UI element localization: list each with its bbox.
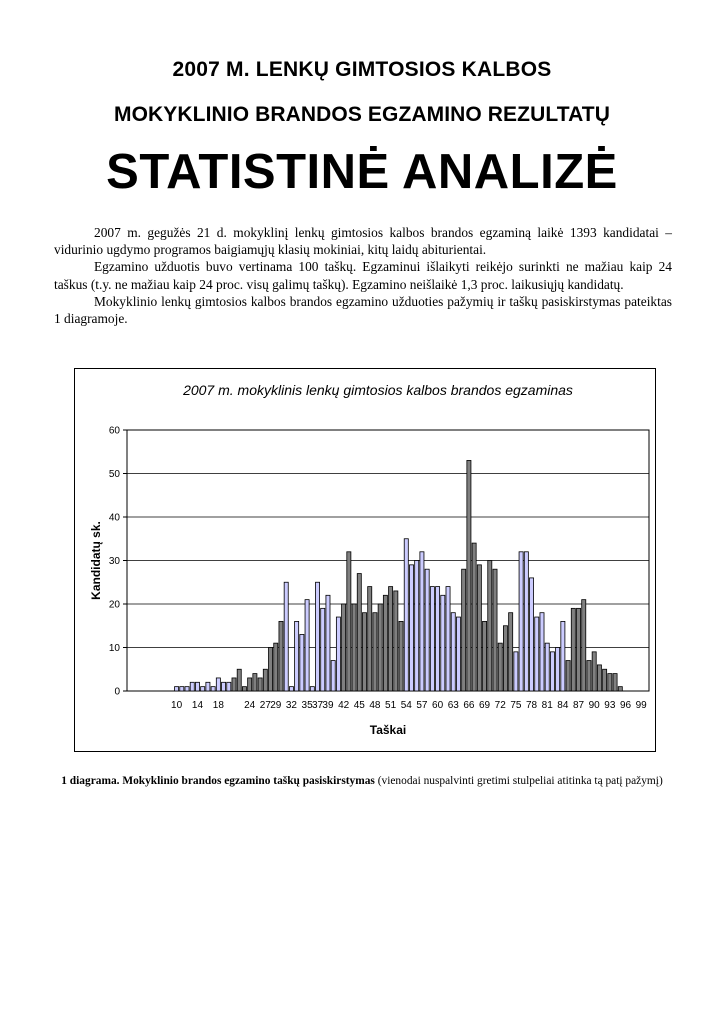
- bar-points-39: [326, 595, 330, 691]
- bar-points-38: [321, 608, 325, 691]
- caption-note: (vienodai nuspalvinti gretimi stulpeliai atitinka tą patį pažymį): [374, 775, 663, 787]
- bar-points-92: [603, 669, 607, 691]
- bar-points-93: [608, 674, 612, 691]
- bar-points-68: [477, 565, 481, 691]
- x-tick-label: 57: [416, 700, 428, 711]
- chart-frame: [74, 368, 656, 752]
- x-tick-label: 81: [541, 700, 553, 711]
- bar-points-80: [540, 613, 544, 691]
- paragraph-2: Egzamino užduotis buvo vertinama 100 taškų. Egzaminui išlaikyti reikėjo surinkti ne mažiau kaip 24 taškus (t.y. ne mažiau kaip 24 proc. visų galimų taškų). Egzamino neišlaikė 1,3 proc. laikusiųjų kandidatų.: [54, 259, 672, 292]
- bar-points-66: [467, 460, 471, 691]
- bar-points-22: [237, 669, 241, 691]
- x-tick-label: 72: [494, 700, 506, 711]
- bar-points-19: [222, 682, 226, 691]
- x-tick-label: 54: [400, 700, 412, 711]
- x-tick-label: 93: [604, 700, 616, 711]
- bar-points-23: [242, 687, 246, 691]
- x-tick-label: 45: [353, 700, 365, 711]
- score-distribution-chart: [75, 369, 657, 753]
- x-tick-label: 96: [619, 700, 632, 711]
- bar-points-46: [362, 613, 366, 691]
- bar-points-37: [315, 582, 319, 691]
- x-tick-label: 42: [338, 700, 350, 711]
- y-tick-label: 20: [108, 599, 120, 611]
- bar-points-36: [310, 687, 314, 691]
- bar-points-18: [216, 678, 220, 691]
- bar-points-63: [451, 613, 455, 691]
- bar-points-28: [269, 648, 273, 692]
- bar-points-45: [357, 574, 361, 691]
- x-tick-label: 24: [244, 700, 256, 711]
- bar-points-31: [284, 582, 288, 691]
- paragraph-3: Mokyklinio lenkų gimtosios kalbos brandos egzamino užduoties pažymių ir taškų pasiskirstymas pateiktas 1 diagramoje.: [54, 293, 672, 327]
- x-tick-label: 18: [212, 700, 224, 711]
- bar-points-56: [415, 561, 419, 692]
- bar-points-67: [472, 543, 476, 691]
- x-tick-label: 66: [463, 700, 475, 711]
- bar-points-78: [530, 578, 534, 691]
- x-tick-label: 51: [385, 700, 397, 711]
- bar-points-84: [561, 621, 565, 691]
- bar-points-90: [592, 652, 596, 691]
- bar-points-89: [587, 661, 591, 691]
- bar-points-77: [524, 552, 528, 691]
- x-tick-label: 39: [322, 700, 334, 711]
- bar-points-86: [571, 608, 575, 691]
- bar-points-30: [279, 621, 283, 691]
- bar-points-40: [331, 661, 335, 691]
- bar-points-74: [509, 613, 513, 691]
- bar-points-57: [420, 552, 424, 691]
- bar-points-48: [373, 613, 377, 691]
- bar-points-42: [342, 604, 346, 691]
- bar-points-88: [582, 600, 586, 691]
- bar-points-29: [274, 643, 278, 691]
- x-tick-label: 48: [369, 700, 381, 711]
- bar-points-79: [535, 617, 539, 691]
- intro-text: [54, 224, 672, 327]
- x-tick-label: 29: [270, 700, 282, 711]
- bar-points-85: [566, 661, 570, 691]
- paragraph-1: 2007 m. gegužės 21 d. mokyklinį lenkų gimtosios kalbos brandos egzaminą laikė 1393 kandidatai – vidurinio ugdymo programos baigiamųjų klasių mokiniai, kitų laidų abiturientai.: [54, 225, 672, 258]
- bar-points-15: [201, 687, 205, 691]
- bar-points-27: [263, 669, 267, 691]
- bar-points-32: [289, 687, 293, 691]
- chart-title: 2007 m. mokyklinis lenkų gimtosios kalbos brandos egzaminas: [183, 382, 573, 398]
- y-tick-label: 40: [108, 512, 120, 524]
- bar-points-62: [446, 587, 450, 691]
- bar-points-53: [399, 621, 403, 691]
- x-tick-label: 75: [510, 700, 522, 711]
- bar-points-75: [514, 652, 518, 691]
- bar-points-10: [175, 687, 179, 691]
- y-tick-label: 30: [108, 556, 120, 567]
- x-tick-label: 90: [588, 700, 600, 711]
- bar-points-70: [488, 561, 492, 692]
- bar-points-51: [389, 587, 393, 691]
- bar-points-83: [556, 648, 560, 692]
- bar-points-50: [383, 595, 387, 691]
- bar-points-47: [368, 587, 372, 691]
- bar-points-34: [300, 634, 304, 691]
- x-tick-label: 99: [635, 700, 647, 711]
- bar-points-17: [211, 687, 215, 691]
- bar-points-41: [336, 617, 340, 691]
- bar-points-14: [195, 682, 199, 691]
- bar-points-11: [180, 687, 184, 691]
- bar-points-59: [430, 587, 434, 691]
- bar-points-58: [425, 569, 429, 691]
- bar-points-21: [232, 678, 236, 691]
- bar-points-35: [305, 600, 309, 691]
- caption-bold: 1 diagrama. Mokyklinio brandos egzamino taškų pasiskirstymas: [61, 775, 375, 787]
- bar-points-82: [550, 652, 554, 691]
- bar-points-43: [347, 552, 351, 691]
- bar-points-25: [253, 674, 257, 691]
- bar-points-44: [352, 604, 356, 691]
- bar-points-69: [483, 621, 487, 691]
- bar-points-65: [462, 569, 466, 691]
- x-axis-label: Taškai: [369, 723, 407, 737]
- figure-caption: [0, 775, 724, 787]
- bar-points-33: [295, 621, 299, 691]
- x-tick-label: 78: [525, 700, 538, 711]
- bar-points-87: [576, 608, 580, 691]
- bar-points-49: [378, 604, 382, 691]
- x-tick-label: 10: [171, 700, 183, 711]
- page-title: STATISTINĖ ANALIZĖ: [106, 145, 618, 199]
- x-tick-label: 32: [285, 700, 297, 711]
- x-tick-label: 87: [572, 700, 585, 711]
- bar-points-26: [258, 678, 262, 691]
- bar-points-60: [436, 587, 440, 691]
- bar-points-24: [248, 678, 252, 691]
- y-tick-label: 10: [108, 643, 120, 654]
- bar-points-13: [190, 682, 194, 691]
- y-tick-label: 60: [108, 425, 120, 437]
- bar-points-12: [185, 687, 189, 691]
- heading-line-2: MOKYKLINIO BRANDOS EGZAMINO REZULTATŲ: [114, 103, 610, 126]
- bar-points-91: [597, 665, 601, 691]
- bar-points-55: [409, 565, 413, 691]
- heading-line-1: 2007 M. LENKŲ GIMTOSIOS KALBOS: [172, 58, 552, 81]
- y-tick-label: 50: [108, 469, 120, 480]
- x-tick-label: 35: [301, 700, 313, 711]
- y-axis-label: Kandidatų sk.: [89, 521, 103, 600]
- bar-points-61: [441, 595, 445, 691]
- x-tick-label: 14: [191, 700, 204, 711]
- bar-points-76: [519, 552, 523, 691]
- x-tick-label: 84: [557, 700, 569, 711]
- bar-points-71: [493, 569, 497, 691]
- bar-points-81: [545, 643, 549, 691]
- bar-points-72: [498, 643, 502, 691]
- bar-points-16: [206, 682, 210, 691]
- bar-points-94: [613, 674, 617, 691]
- bar-points-95: [618, 687, 622, 691]
- x-tick-label: 63: [447, 700, 459, 711]
- x-tick-label: 69: [479, 700, 491, 711]
- bar-points-20: [227, 682, 231, 691]
- bar-points-54: [404, 539, 408, 691]
- bar-points-52: [394, 591, 398, 691]
- x-tick-label: 37: [311, 700, 324, 711]
- x-tick-label: 27: [259, 700, 271, 711]
- bar-points-73: [503, 626, 507, 691]
- x-tick-label: 60: [432, 700, 444, 711]
- bar-points-64: [456, 617, 460, 691]
- y-tick-label: 0: [114, 686, 120, 698]
